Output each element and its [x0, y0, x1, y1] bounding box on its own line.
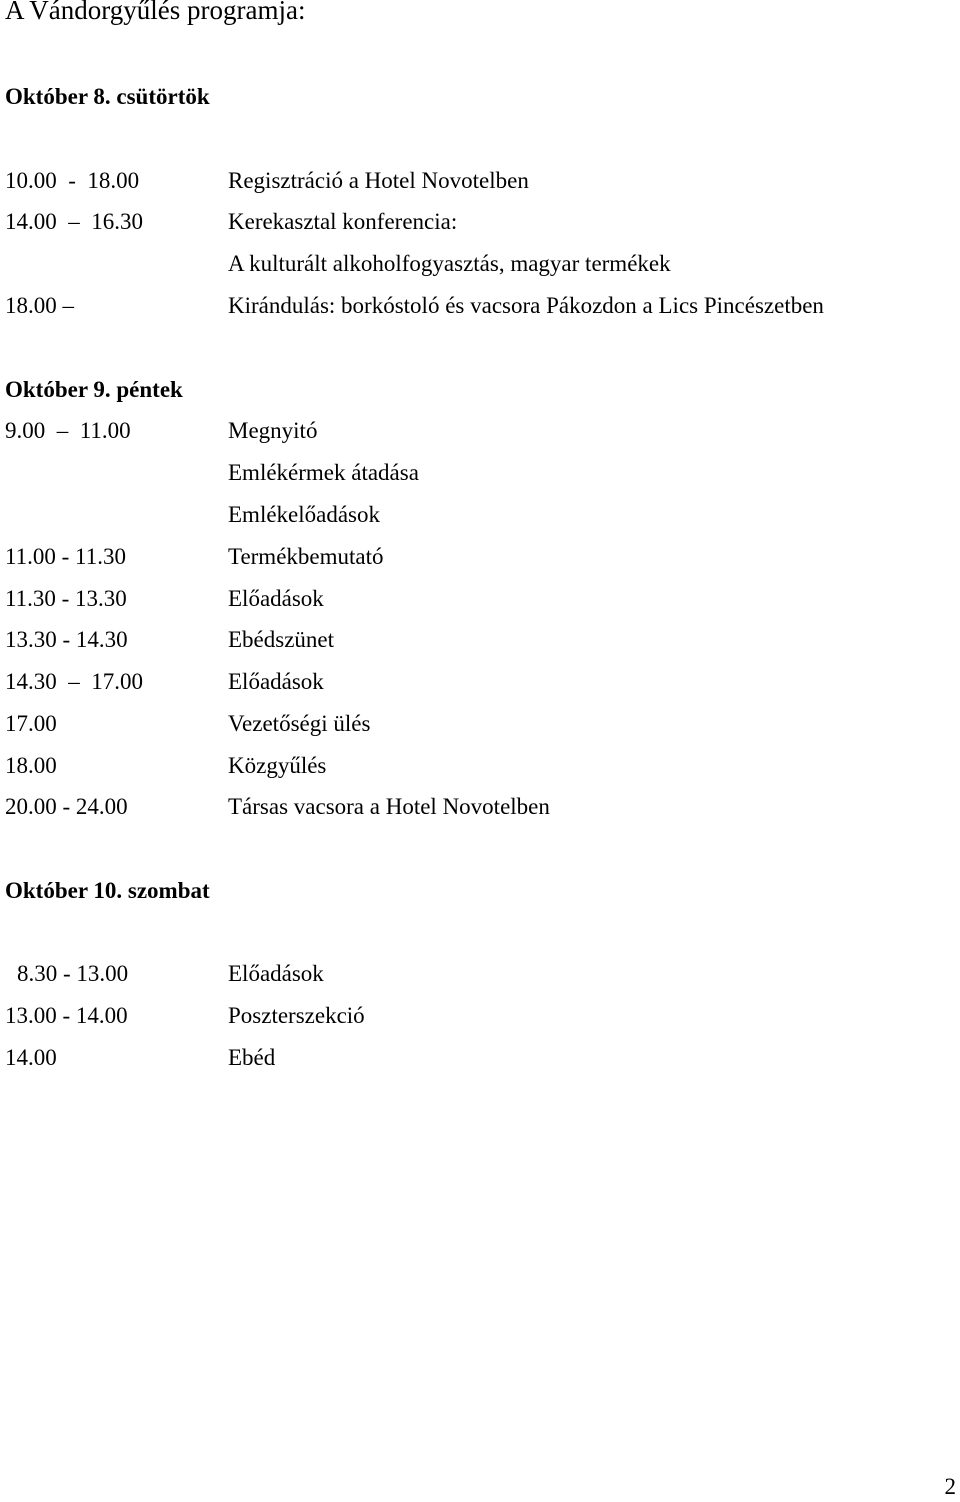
- schedule-activity: Ebédszünet: [228, 627, 335, 652]
- schedule-activity: Regisztráció a Hotel Novotelben: [228, 168, 529, 193]
- schedule-activity: Termékbemutató: [228, 544, 384, 569]
- day-heading-october-8: Október 8. csütörtök: [5, 84, 210, 109]
- schedule-time: 10.00 - 18.00: [5, 168, 140, 193]
- schedule-time: 13.30 - 14.30: [5, 627, 128, 652]
- schedule-row: [0, 249, 960, 279]
- schedule-activity: Poszterszekció: [228, 1003, 365, 1028]
- schedule-row: [0, 1001, 960, 1031]
- schedule-activity: Előadások: [228, 586, 324, 611]
- schedule-activity: Kerekasztal konferencia:: [228, 209, 458, 234]
- schedule-time: 11.00 - 11.30: [5, 544, 126, 569]
- schedule-time: 13.00 - 14.00: [5, 1003, 128, 1028]
- schedule-time: 14.00: [5, 1045, 57, 1070]
- schedule-activity: A kulturált alkoholfogyasztás, magyar termékek: [228, 251, 671, 276]
- schedule-activity: Megnyitó: [228, 418, 318, 443]
- schedule-row: [0, 751, 960, 781]
- schedule-row: [0, 500, 960, 530]
- schedule-activity: Előadások: [228, 669, 324, 694]
- schedule-time: 11.30 - 13.30: [5, 586, 127, 611]
- schedule-time: 20.00 - 24.00: [5, 794, 128, 819]
- schedule-row: [0, 416, 960, 446]
- schedule-activity: Vezetőségi ülés: [228, 711, 371, 736]
- day-heading-october-9: Október 9. péntek: [5, 377, 183, 402]
- day-heading-october-10: Október 10. szombat: [5, 878, 210, 903]
- schedule-activity: Emlékelőadások: [228, 502, 381, 527]
- schedule-row: [0, 207, 960, 237]
- schedule-row: [0, 625, 960, 655]
- schedule-activity: Kirándulás: borkóstoló és vacsora Pákozdon a Lics Pincészetben: [228, 293, 824, 318]
- schedule-activity: Előadások: [228, 961, 324, 986]
- schedule-time: 14.00 – 16.30: [5, 209, 143, 234]
- schedule-row: [0, 291, 960, 321]
- schedule-time: 9.00 – 11.00: [5, 418, 131, 443]
- schedule-activity: Ebéd: [228, 1045, 276, 1070]
- schedule-time: 14.30 – 17.00: [5, 669, 143, 694]
- schedule-row: [0, 166, 960, 196]
- schedule-row: [0, 959, 960, 989]
- schedule-row: [0, 542, 960, 572]
- page-number: 2: [944, 1474, 956, 1499]
- schedule-activity: Társas vacsora a Hotel Novotelben: [228, 794, 550, 819]
- schedule-time: 18.00: [5, 753, 57, 778]
- schedule-time: 17.00: [5, 711, 57, 736]
- schedule-activity: Közgyűlés: [228, 753, 327, 778]
- document-title: A Vándorgyűlés programja:: [5, 0, 306, 25]
- schedule-row: [0, 1043, 960, 1073]
- schedule-row: [0, 458, 960, 488]
- schedule-time: 8.30 - 13.00: [17, 961, 129, 986]
- schedule-row: [0, 709, 960, 739]
- schedule-time: 18.00 –: [5, 293, 74, 318]
- schedule-row: [0, 584, 960, 614]
- schedule-row: [0, 667, 960, 697]
- schedule-row: [0, 792, 960, 822]
- schedule-activity: Emlékérmek átadása: [228, 460, 419, 485]
